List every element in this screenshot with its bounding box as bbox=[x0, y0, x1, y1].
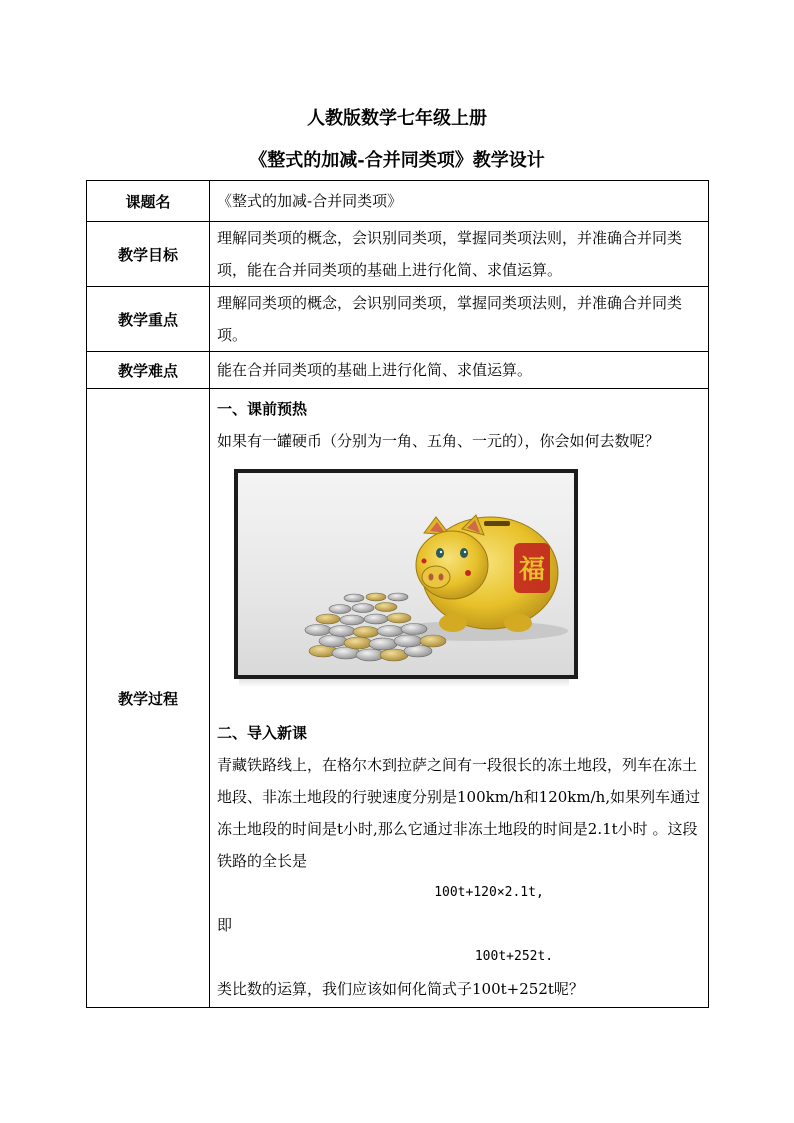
formula-full-length: 100t+120×2.1t, bbox=[434, 885, 544, 900]
formula-simplified: 100t+252t. bbox=[474, 949, 554, 964]
goal-label: 教学目标 bbox=[87, 222, 210, 287]
lesson-plan-table bbox=[86, 180, 709, 1008]
table-row bbox=[87, 352, 709, 389]
goal-value: 理解同类项的概念，会识别同类项，掌握同类项法则，并准确合并同类项，能在合并同类项的基础上进行化简、求值运算。 bbox=[210, 222, 709, 287]
section-intro-question: 类比数的运算，我们应该如何化简式子100t+252t呢？ bbox=[217, 980, 584, 998]
table-row bbox=[87, 389, 709, 1008]
document-title: 人教版数学七年级上册 bbox=[307, 108, 487, 129]
document-subtitle: 《整式的加减-合并同类项》教学设计 bbox=[249, 150, 545, 171]
section-intro-text: 青藏铁路线上，在格尔木到拉萨之间有一段很长的冻土地段，列车在冻土地段、非冻土地段的行驶速度分别是100km/h和120km/h,如果列车通过冻土地段的时间是t小时,那么它通过非冻土地段的时间是2.1t小时 。这段铁路的全长是 bbox=[217, 756, 701, 870]
piggy-bank-illustration bbox=[238, 473, 574, 675]
section-intro-title: 二、导入新课 bbox=[217, 724, 308, 742]
piggy-bank-photo bbox=[234, 469, 578, 679]
piggy-bank bbox=[416, 515, 558, 632]
table-row bbox=[87, 181, 709, 222]
coin-pile bbox=[305, 593, 446, 661]
table-row bbox=[87, 287, 709, 352]
difficulty-label: 教学难点 bbox=[87, 352, 210, 389]
section-warmup-text: 如果有一罐硬币（分别为一角、五角、一元的），你会如何去数呢？ bbox=[217, 432, 660, 450]
topic-label: 课题名 bbox=[87, 181, 210, 222]
photo-shadow bbox=[239, 679, 569, 687]
key-point-label: 教学重点 bbox=[87, 287, 210, 352]
topic-value: 《整式的加减-合并同类项》 bbox=[210, 181, 709, 222]
difficulty-value: 能在合并同类项的基础上进行化简、求值运算。 bbox=[210, 352, 709, 389]
section-warmup-title: 一、课前预热 bbox=[217, 400, 308, 418]
key-point-value: 理解同类项的概念，会识别同类项，掌握同类项法则，并准确合并同类项。 bbox=[210, 287, 709, 352]
process-label: 教学过程 bbox=[87, 389, 210, 1008]
table-row bbox=[87, 222, 709, 287]
ji-text: 即 bbox=[217, 916, 233, 934]
process-content bbox=[210, 389, 709, 1008]
pig-stamp-character: 福 bbox=[518, 555, 546, 585]
